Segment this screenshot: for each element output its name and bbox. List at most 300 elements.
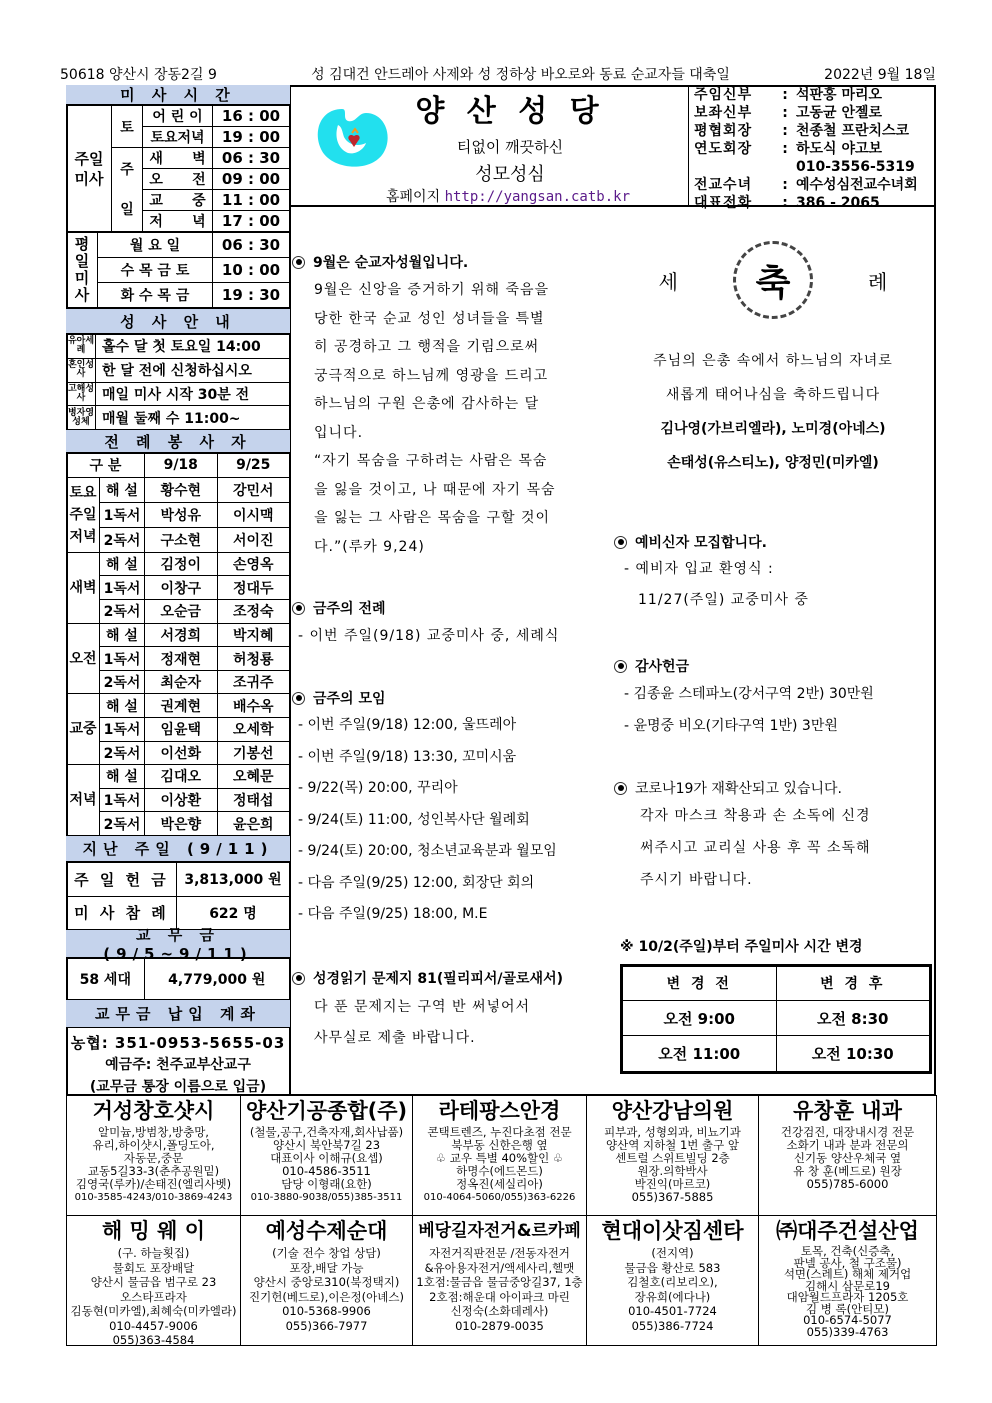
mass-time: 09 : 00 xyxy=(213,169,290,190)
section-body xyxy=(614,800,934,896)
ad-line: 정옥진(세실리아) xyxy=(456,1177,543,1191)
staff-name: 천종철 프란치스코 xyxy=(796,123,910,139)
ad-line: 유 창 훈(베드로) 원장 xyxy=(793,1164,902,1178)
staff-name: 하도식 야고보 xyxy=(796,141,883,157)
text-line: - 윤명중 비오(기타구역 1반) 3만원 xyxy=(624,718,838,734)
ad-line: 010-4501-7724 xyxy=(628,1304,717,1318)
colon: : xyxy=(782,141,788,157)
text-line: 을 잃을 것이고, 나 때문에 자기 목숨 xyxy=(314,481,556,498)
ad-line: 자동문,중문 xyxy=(123,1151,184,1165)
server-name: 서경희 xyxy=(145,623,218,647)
homepage-link[interactable]: http://yangsan.catb.kr xyxy=(444,189,630,205)
staff-name: 고동균 안젤로 xyxy=(796,105,883,121)
server-name: 오순금 xyxy=(145,600,218,624)
ad-line: 010-3585-4243/010-3869-4243 xyxy=(74,1192,233,1203)
ad-name: ㈜대주건설산업 xyxy=(776,1219,919,1243)
section-body xyxy=(292,710,608,931)
text-line: 새롭게 태어나심을 축하드립니다 xyxy=(665,387,881,403)
attendance-label: 미 사 참 례 xyxy=(67,896,177,930)
mass-name: 새 벽 xyxy=(143,148,213,169)
ad-line: 055)366-7977 xyxy=(285,1318,368,1333)
ad-box xyxy=(412,1215,587,1346)
church-name: 양 산 성 당 xyxy=(415,94,605,129)
sacrament-label: 유아세례 xyxy=(67,335,96,359)
text-line: 써주시고 교리실 사용 후 꼭 소독해 xyxy=(640,840,871,856)
text-line: 당한 한국 순교 성인 성녀들을 특별 xyxy=(314,310,545,327)
mass-name: 어 린 이 xyxy=(143,106,213,127)
server-name: 기봉선 xyxy=(217,741,290,765)
ad-line: 김 병 록(안티모) xyxy=(806,1301,889,1316)
server-name: 서이진 xyxy=(217,527,290,552)
section-body xyxy=(292,622,608,651)
ad-line: 055)339-4763 xyxy=(806,1324,889,1339)
ad-line: (구. 하늘횟집) xyxy=(117,1246,190,1260)
text-line: 궁극적으로 하느님께 영광을 드리고 xyxy=(314,367,549,384)
mass-group-label: 토요주일저녁 xyxy=(67,477,100,552)
ad-line: 055)363-4584 xyxy=(112,1333,195,1346)
account-note: (교무금 통장 이름으로 입금) xyxy=(89,1079,267,1095)
staff-role: 전교수녀 xyxy=(694,177,753,193)
sacrament-text: 한 달 전에 신청하십시오 xyxy=(96,358,290,382)
ad-box xyxy=(586,1215,759,1346)
ad-line: 김영국(루카)/손태진(엘리사벳) xyxy=(75,1177,232,1191)
server-row xyxy=(67,576,290,600)
server-row xyxy=(67,741,290,765)
ad-name: 해 밍 웨 이 xyxy=(101,1219,206,1243)
staff-row xyxy=(694,104,934,122)
ad-line: (전지역) xyxy=(651,1246,694,1260)
motto-line-1: 티없이 깨끗하신 xyxy=(456,138,564,156)
mass-time: 11 : 00 xyxy=(213,190,290,211)
staff-name: 석판홍 마리오 xyxy=(796,87,883,103)
ad-line: 원장.의학박사 xyxy=(637,1164,708,1178)
server-row xyxy=(67,623,290,647)
server-row xyxy=(67,552,290,576)
section-title: 금주의 모임 xyxy=(313,691,386,707)
bullet-icon xyxy=(614,660,627,673)
sacrament-text: 홀수 달 첫 토요일 14:00 xyxy=(96,335,290,359)
server-name: 정태섭 xyxy=(217,788,290,812)
mass-name: 오 전 xyxy=(143,169,213,190)
server-name: 윤은희 xyxy=(217,812,290,836)
sacrament-label: 병자영성체 xyxy=(67,406,96,430)
mass-name: 월 요 일 xyxy=(98,233,213,258)
sacrament-text: 매일 미사 시작 30분 전 xyxy=(96,382,290,406)
bullet-icon xyxy=(292,692,305,705)
laurel-badge-icon: 축 xyxy=(733,241,813,319)
notice-thanks-offering xyxy=(614,656,934,742)
ad-name: 유창훈 내과 xyxy=(793,1099,902,1123)
sacrament-label: 고해성사 xyxy=(67,382,96,406)
ad-line: 북부동 신한은행 옆 xyxy=(451,1138,548,1152)
text-line: 9월은 신앙을 증거하기 위해 죽음을 xyxy=(314,282,550,298)
ad-line: 토목, 건축(신증축, xyxy=(800,1244,895,1258)
ad-line: 석면(스레트) 해체 제거업 xyxy=(783,1267,912,1281)
sacrament-row xyxy=(67,382,290,406)
text-line: 히 공경하고 그 행적을 기림으로써 xyxy=(314,339,540,355)
dues-amount: 4,779,000 원 xyxy=(144,959,289,1000)
ad-name: 양산강남의원 xyxy=(611,1099,734,1123)
staff-role: 대표전화 xyxy=(694,195,753,211)
text-line: 11/27(주일) 교중미사 중 xyxy=(638,592,809,608)
section-body xyxy=(292,992,610,1054)
baptism-congrats xyxy=(612,240,934,480)
ad-line: 장유희(에다나) xyxy=(634,1289,711,1304)
text-line: 주님의 은총 속에서 하느님의 자녀로 xyxy=(653,353,893,369)
staff-name: 예수성심전교수녀회 xyxy=(796,177,918,193)
bullet-icon xyxy=(614,536,627,549)
mass-group-label: 교중 xyxy=(67,694,100,765)
offering-value: 3,813,000 원 xyxy=(177,863,290,897)
account-holder: 예금주: 천주교부산교구 xyxy=(105,1057,251,1073)
bullet-icon xyxy=(292,602,305,615)
header-after: 변 경 후 xyxy=(776,967,930,1001)
server-role: 2독서 xyxy=(100,600,145,624)
server-row xyxy=(67,502,290,527)
ad-name: 현대이삿짐센타 xyxy=(601,1219,744,1243)
mass-time: 19 : 00 xyxy=(213,127,290,148)
ad-line: 포장,배달 가능 xyxy=(289,1260,364,1275)
notice-catechumen xyxy=(614,532,934,616)
server-name: 정재현 xyxy=(145,647,218,671)
ad-line: 010-4457-9006 xyxy=(109,1318,198,1333)
weekday-mass-row xyxy=(67,258,290,283)
server-name: 이선화 xyxy=(145,741,218,765)
colon: : xyxy=(782,177,788,193)
server-row xyxy=(67,527,290,552)
notice-meetings xyxy=(292,688,608,931)
mass-row xyxy=(67,106,290,127)
server-role: 2독서 xyxy=(100,527,145,552)
server-name: 오혜문 xyxy=(217,765,290,789)
section-body xyxy=(614,554,934,616)
weekday-mass-row xyxy=(67,283,290,308)
saturday-label: 토 xyxy=(112,106,143,148)
section-title: 코로나19가 재확산되고 있습니다. xyxy=(635,781,842,797)
mass-time: 06 : 30 xyxy=(213,148,290,169)
server-row xyxy=(67,647,290,671)
ad-line: 물회도 포장배달 xyxy=(112,1260,195,1275)
ad-box xyxy=(240,1095,413,1216)
staff-role: 주임신부 xyxy=(694,87,753,103)
section-title: 9월은 순교자성월입니다. xyxy=(313,255,469,271)
ad-line: 신정숙(소화데레사) xyxy=(450,1304,549,1318)
ad-line: 대표이사 이해규(요셉) xyxy=(270,1151,383,1165)
text-line: - 다음 주일(9/25) 18:00, M.E xyxy=(298,906,488,922)
homepage xyxy=(386,186,630,206)
last-week-title: 지난 주일 (9/11) xyxy=(66,836,290,862)
ad-line: 자전거직판전문 /전동자전거 xyxy=(429,1246,570,1260)
ad-line: (기술 전수 창업 상담) xyxy=(272,1246,381,1260)
staff-row xyxy=(694,86,934,104)
staff-list xyxy=(694,86,934,212)
mass-name: 토요저녁 xyxy=(143,127,213,148)
server-role: 2독서 xyxy=(100,741,145,765)
ad-line: 010-6574-5077 xyxy=(803,1313,892,1327)
servers-title: 전 례 봉 사 자 xyxy=(66,430,290,453)
ad-name: 양산기공종합(주) xyxy=(245,1099,408,1123)
mass-change-table xyxy=(620,964,932,1074)
header-category: 구 분 xyxy=(67,454,145,478)
colon: : xyxy=(782,105,788,121)
sacrament-row xyxy=(67,358,290,382)
change-header xyxy=(623,967,930,1001)
date: 2022년 9월 18일 xyxy=(824,67,936,83)
baptism-heading-right: 례 xyxy=(868,269,888,294)
ad-line: 010-4586-3511 xyxy=(282,1164,371,1178)
account-info xyxy=(66,1028,290,1098)
servers-header xyxy=(67,454,290,478)
top-line xyxy=(60,64,936,84)
server-name: 오세학 xyxy=(217,718,290,742)
server-name: 허청룡 xyxy=(217,647,290,671)
notice-bible-reading xyxy=(292,968,610,1054)
text-line: - 다음 주일(9/25) 12:00, 회장단 회의 xyxy=(298,874,535,891)
server-row xyxy=(67,812,290,836)
server-role: 해 설 xyxy=(100,694,145,718)
mass-group-label: 새벽 xyxy=(67,552,100,623)
server-name: 김정이 xyxy=(145,552,218,576)
text-line: 각자 마스크 착용과 손 소독에 신경 xyxy=(640,808,871,824)
server-row xyxy=(67,477,290,502)
ad-line: 2호점:해운대 아이파크 마린 xyxy=(429,1289,570,1304)
staff-row xyxy=(694,176,934,194)
text-line: - 9/22(목) 20:00, 꾸리아 xyxy=(298,780,458,796)
server-name: 박지혜 xyxy=(217,623,290,647)
mass-group-label: 오전 xyxy=(67,623,100,694)
mass-time: 06 : 30 xyxy=(213,233,290,258)
staff-row xyxy=(694,122,934,140)
server-name: 최순자 xyxy=(145,670,218,694)
mass-time: 10 : 00 xyxy=(213,258,290,283)
ad-line: 센트럴 스위트빌딩 2층 xyxy=(615,1151,730,1165)
bullet-icon xyxy=(292,256,305,269)
text-line: - 이번 주일(9/18) 13:30, 꼬미시움 xyxy=(298,748,517,765)
server-role: 1독서 xyxy=(100,647,145,671)
server-role: 해 설 xyxy=(100,477,145,502)
section-title: 예비신자 모집합니다. xyxy=(635,535,767,551)
mass-group-label: 저녁 xyxy=(67,765,100,836)
section-title: 성경읽기 문제지 81(필리피서/골로새서) xyxy=(313,971,563,987)
server-role: 2독서 xyxy=(100,670,145,694)
server-role: 해 설 xyxy=(100,623,145,647)
ad-line: 피부과, 성형외과, 비뇨기과 xyxy=(604,1125,741,1139)
server-name: 배수옥 xyxy=(217,694,290,718)
server-role: 1독서 xyxy=(100,718,145,742)
motto-line-2: 성모성심 xyxy=(475,164,545,185)
ad-box xyxy=(758,1215,937,1346)
server-name: 박은향 xyxy=(145,812,218,836)
ad-line: 오스타프라자 xyxy=(120,1289,187,1304)
ad-line: (철물,공구,건축자재,회사납품) xyxy=(249,1125,404,1139)
attendance-value: 622 명 xyxy=(177,896,290,930)
text-line: 하느님의 구원 은총에 감사하는 달 xyxy=(314,396,540,412)
notice-covid xyxy=(614,778,934,896)
server-row xyxy=(67,788,290,812)
staff-role: 연도회장 xyxy=(694,141,753,157)
ad-box xyxy=(240,1215,413,1346)
ad-line: 김동현(미카엘),최혜숙(미카엘라) xyxy=(70,1304,237,1318)
ad-line: 유리,하이샷시,폴딩도아, xyxy=(92,1138,215,1152)
text-line: 입니다. xyxy=(314,424,364,441)
ad-line: 양산시 중앙로310(북정택지) xyxy=(253,1275,400,1289)
ad-line: ♧ 교우 특별 40%할인 ♧ xyxy=(435,1151,564,1165)
ad-box xyxy=(758,1095,937,1216)
mass-time: 19 : 30 xyxy=(213,283,290,308)
server-row xyxy=(67,718,290,742)
ad-line: 010-5368-9906 xyxy=(282,1304,371,1318)
server-name: 정대두 xyxy=(217,576,290,600)
sunday-mass-label: 주일미사 xyxy=(67,106,112,232)
mass-name: 화 수 목 금 xyxy=(98,283,213,308)
mass-time: 17 : 00 xyxy=(213,211,290,232)
staff-phone: 010-3556-5319 xyxy=(796,159,915,175)
ad-line: 알미늄,방범창,방충망, xyxy=(98,1125,209,1139)
ad-line: 010-2879-0035 xyxy=(455,1318,544,1333)
ad-line: 박진익(마르코) xyxy=(634,1177,711,1191)
colon: : xyxy=(782,123,788,139)
text-line: “자기 목숨을 구하려는 사람은 목숨 xyxy=(314,453,548,469)
server-name: 박성유 xyxy=(145,502,218,527)
server-name: 조정숙 xyxy=(217,600,290,624)
ad-line: 신기동 양산우체국 옆 xyxy=(793,1151,902,1165)
text-line: 다 푼 문제지는 구역 반 써넣어서 xyxy=(314,999,531,1015)
ad-name: 베당길자전거&르카페 xyxy=(418,1221,581,1241)
server-row xyxy=(67,600,290,624)
mass-name: 교 중 xyxy=(143,190,213,211)
mass-times xyxy=(66,85,290,1098)
text-line: - 예비자 입교 환영식 : xyxy=(624,561,774,577)
mass-time: 16 : 00 xyxy=(213,106,290,127)
mass-change-title: ※ 10/2(주일)부터 주일미사 시간 변경 xyxy=(620,939,863,955)
ad-box xyxy=(412,1095,587,1216)
text-line: - 이번 주일(9/18) 12:00, 울뜨레아 xyxy=(298,717,517,733)
text-line: 다.”(루카 9,24) xyxy=(314,538,425,555)
ad-name: 거성창호샷시 xyxy=(92,1099,215,1123)
staff-role: 평협회장 xyxy=(694,123,753,139)
server-name: 조귀주 xyxy=(217,670,290,694)
ad-line: 진기헌(베드로),이은정(아녜스) xyxy=(249,1289,404,1304)
text-line: 을 잃는 그 사람은 목숨을 구할 것이 xyxy=(314,510,551,526)
server-name: 이상환 xyxy=(145,788,218,812)
church-logo-icon xyxy=(312,103,392,173)
ad-name: 라테팡스안경 xyxy=(438,1099,561,1123)
server-row xyxy=(67,694,290,718)
ad-line: 010-3880-9038/055)385-3511 xyxy=(250,1192,403,1203)
text-line: 사무실로 제출 바랍니다. xyxy=(314,1030,476,1046)
divider xyxy=(688,85,689,205)
ad-line: 055)367-5885 xyxy=(631,1190,714,1204)
text-line: 김나영(가브리엘라), 노미경(아네스) xyxy=(660,421,886,437)
server-name: 권계현 xyxy=(145,694,218,718)
text-line: - 9/24(토) 20:00, 청소년교육분과 월모임 xyxy=(298,843,557,859)
ad-line: 물금읍 황산로 583 xyxy=(624,1260,721,1275)
colon: : xyxy=(782,195,788,211)
server-row xyxy=(67,670,290,694)
offering-label: 주 일 헌 금 xyxy=(67,863,177,897)
server-name: 이시맥 xyxy=(217,502,290,527)
mass-name: 수 목 금 토 xyxy=(98,258,213,283)
address: 50618 양산시 장동2길 9 xyxy=(60,67,217,83)
sacrament-row xyxy=(67,335,290,359)
text-line: - 이번 주일(9/18) 교중미사 중, 세례식 xyxy=(298,628,560,644)
sacrament-row xyxy=(67,406,290,430)
staff-row xyxy=(694,194,934,212)
ad-line: 소화기 내과 분과 전문의 xyxy=(786,1138,909,1152)
homepage-label: 홈페이지 xyxy=(386,189,441,205)
baptism-message xyxy=(612,344,934,412)
change-row xyxy=(623,1036,930,1072)
text-line: - 김종윤 스테파노(강서구역 2반) 30만원 xyxy=(624,686,874,702)
time-after: 오전 8:30 xyxy=(776,1000,930,1036)
ad-line: 1호점:물금읍 물금중앙길37, 1층 xyxy=(416,1275,583,1289)
bullet-icon xyxy=(292,972,305,985)
ad-line: 콘택트렌즈, 누진다초점 전문 xyxy=(427,1125,572,1139)
sacrament-text: 매월 둘째 수 11:00~ xyxy=(96,406,290,430)
server-role: 해 설 xyxy=(100,552,145,576)
baptism-heading-left: 세 xyxy=(658,269,678,294)
sunday-label: 주일 xyxy=(112,148,143,232)
ad-line: 055)785-6000 xyxy=(806,1177,889,1191)
section-body xyxy=(292,276,608,561)
mass-times-title: 미 사 시 간 xyxy=(66,85,290,105)
colon: : xyxy=(782,87,788,103)
ad-line: 양산시 북안북7길 23 xyxy=(272,1138,381,1152)
time-before: 오전 9:00 xyxy=(623,1000,777,1036)
ad-box xyxy=(66,1095,241,1216)
sacrament-title: 성 사 안 내 xyxy=(66,308,290,334)
server-name: 손영옥 xyxy=(217,552,290,576)
dues-title: 교 무 금 (9/5~9/11) xyxy=(66,930,290,958)
header-date: 9/18 xyxy=(145,454,218,478)
ad-line: 김철호(리보리오), xyxy=(627,1275,718,1289)
ad-line: 건강검진, 대장내시경 전문 xyxy=(780,1125,915,1139)
staff-role: 보좌신부 xyxy=(694,105,753,121)
text-line: - 9/24(토) 11:00, 성인복사단 월례회 xyxy=(298,811,530,828)
weekday-mass-label: 평일미사 xyxy=(67,233,98,308)
notice-martyrs-month xyxy=(292,252,608,561)
server-role: 해 설 xyxy=(100,765,145,789)
server-name: 황수현 xyxy=(145,477,218,502)
time-before: 오전 11:00 xyxy=(623,1036,777,1072)
ad-line: 담당 이형래(요한) xyxy=(281,1177,372,1191)
ad-line: 교동5길33-3(춘추공원밑) xyxy=(87,1164,220,1178)
server-name: 임윤택 xyxy=(145,718,218,742)
baptism-names xyxy=(612,412,934,480)
sacrament-label: 혼인성사 xyxy=(67,358,96,382)
ad-box xyxy=(66,1215,241,1346)
text-line: 손태성(유스티노), 양정민(미카엘) xyxy=(667,455,879,471)
staff-name: 386 - 2065 xyxy=(796,195,880,211)
bullet-icon xyxy=(614,782,627,795)
server-role: 1독서 xyxy=(100,576,145,600)
ad-line: &유아용자전거/액세사리,헬맷 xyxy=(424,1260,575,1275)
ad-line: 대암월드프라자 1205호 xyxy=(786,1290,909,1304)
section-title: 금주의 전례 xyxy=(313,601,386,617)
server-role: 1독서 xyxy=(100,788,145,812)
server-name: 강민서 xyxy=(217,477,290,502)
section-body xyxy=(614,678,934,742)
header-date: 9/25 xyxy=(217,454,290,478)
notice-liturgy xyxy=(292,598,608,651)
server-name: 이창구 xyxy=(145,576,218,600)
staff-row xyxy=(694,140,934,158)
dues-households: 58 세대 xyxy=(67,959,145,1000)
change-row xyxy=(623,1000,930,1036)
ad-line: 010-4064-5060/055)363-6226 xyxy=(423,1192,576,1203)
ad-line: 판넬 공사, 철 구조물) xyxy=(793,1255,902,1270)
server-name: 구소현 xyxy=(145,527,218,552)
